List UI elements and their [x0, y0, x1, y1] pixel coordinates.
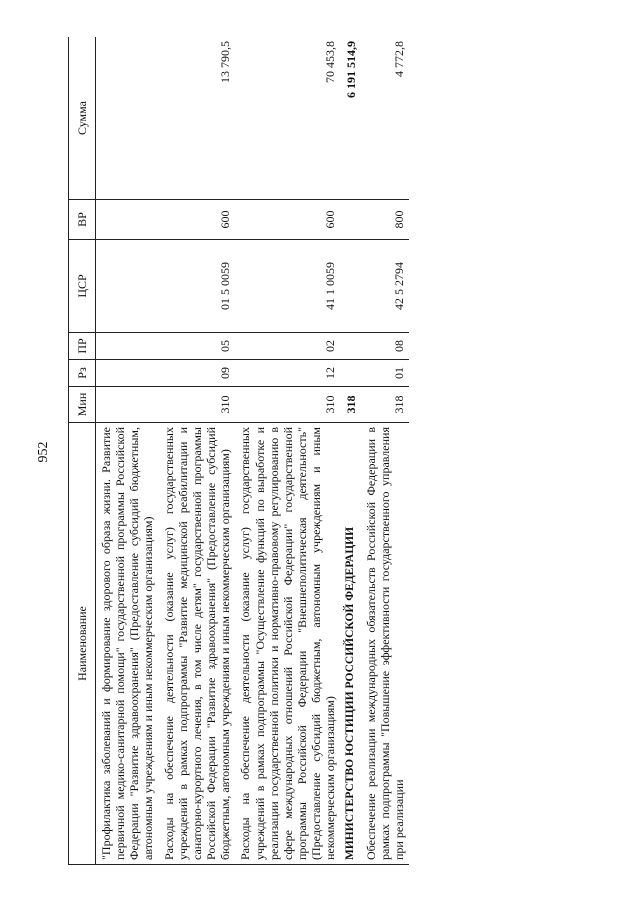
row-name: Расходы на обеспечение деятельности (оказание услуг) государственных учреждений в рамках подпрограммы "Осуществление функций по выработке и реализации государственной политики и нормативно-правовому регулированию в сфере международных отношений Российской Федерации" государственной программы Российской Федерации "Внешнеполитическая деятельность" (Предоставление субсидий бюджетным, автономным учреждениям и иным некоммерческим организациям) — [235, 423, 340, 865]
row-name: Обеспечение реализации международных обязательств Российской Федерации в рамках подпрограммы "Повышение эффективности государственного управления при реализации — [361, 423, 409, 865]
header-min: Мин — [69, 387, 96, 423]
row-sum — [96, 37, 159, 200]
rotated-table-container — [68, 37, 608, 865]
row-vr: 600 — [159, 200, 236, 240]
row-vr: 600 — [235, 200, 340, 240]
row-vr — [341, 200, 361, 240]
document-sheet — [68, 37, 608, 865]
row-rz: 12 — [235, 360, 340, 387]
table-row — [159, 37, 236, 865]
row-csr — [96, 240, 159, 333]
row-pr — [341, 333, 361, 360]
header-sum: Сумма — [69, 37, 96, 200]
header-vr: ВР — [69, 200, 96, 240]
table-row — [235, 37, 340, 865]
header-row — [69, 37, 96, 865]
row-vr: 800 — [361, 200, 409, 240]
row-name: МИНИСТЕРСТВО ЮСТИЦИИ РОССИЙСКОЙ ФЕДЕРАЦИИ — [341, 423, 361, 865]
row-name: "Профилактика заболеваний и формирование здорового образа жизни. Развитие первичной медико-санитарной помощи" государственной программы Российской Федерации "Развитие здравоохранения" (Предоставление субсидий бюджетным, автономным учреждениям и иным некоммерческим организациям) — [96, 423, 159, 865]
row-pr: 02 — [235, 333, 340, 360]
row-name: Расходы на обеспечение деятельности (оказание услуг) государственных учреждений в рамках подпрограммы "Развитие медицинской реабилитации и санаторно-курортного лечения, в том числе детям" государственной программы Российской Федерации "Развитие здравоохранения" (Предоставление субсидий бюджетным, автономным учреждениям и иным некоммерческим организациям) — [159, 423, 236, 865]
header-pr: ПР — [69, 333, 96, 360]
table-body — [96, 37, 410, 865]
row-min: 318 — [341, 387, 361, 423]
row-sum: 4 772,8 — [361, 37, 409, 200]
table-header — [69, 37, 96, 865]
row-min: 318 — [361, 387, 409, 423]
row-vr — [96, 200, 159, 240]
row-sum: 13 790,5 — [159, 37, 236, 200]
row-csr: 42 5 2794 — [361, 240, 409, 333]
row-rz: 01 — [361, 360, 409, 387]
row-sum: 6 191 514,9 — [341, 37, 361, 200]
budget-table — [68, 37, 409, 865]
row-pr: 08 — [361, 333, 409, 360]
table-row — [361, 37, 409, 865]
row-csr: 41 1 0059 — [235, 240, 340, 333]
header-name: Наименование — [69, 423, 96, 865]
row-csr: 01 5 0059 — [159, 240, 236, 333]
row-pr — [96, 333, 159, 360]
row-min — [96, 387, 159, 423]
row-rz: 09 — [159, 360, 236, 387]
row-rz — [341, 360, 361, 387]
row-sum: 70 453,8 — [235, 37, 340, 200]
row-csr — [341, 240, 361, 333]
page-number: 952 — [36, 441, 51, 463]
row-min: 310 — [159, 387, 236, 423]
table-row — [96, 37, 159, 865]
table-row-ministry — [341, 37, 361, 865]
header-csr: ЦСР — [69, 240, 96, 333]
row-rz — [96, 360, 159, 387]
row-pr: 05 — [159, 333, 236, 360]
row-min: 310 — [235, 387, 340, 423]
header-rz: Рз — [69, 360, 96, 387]
